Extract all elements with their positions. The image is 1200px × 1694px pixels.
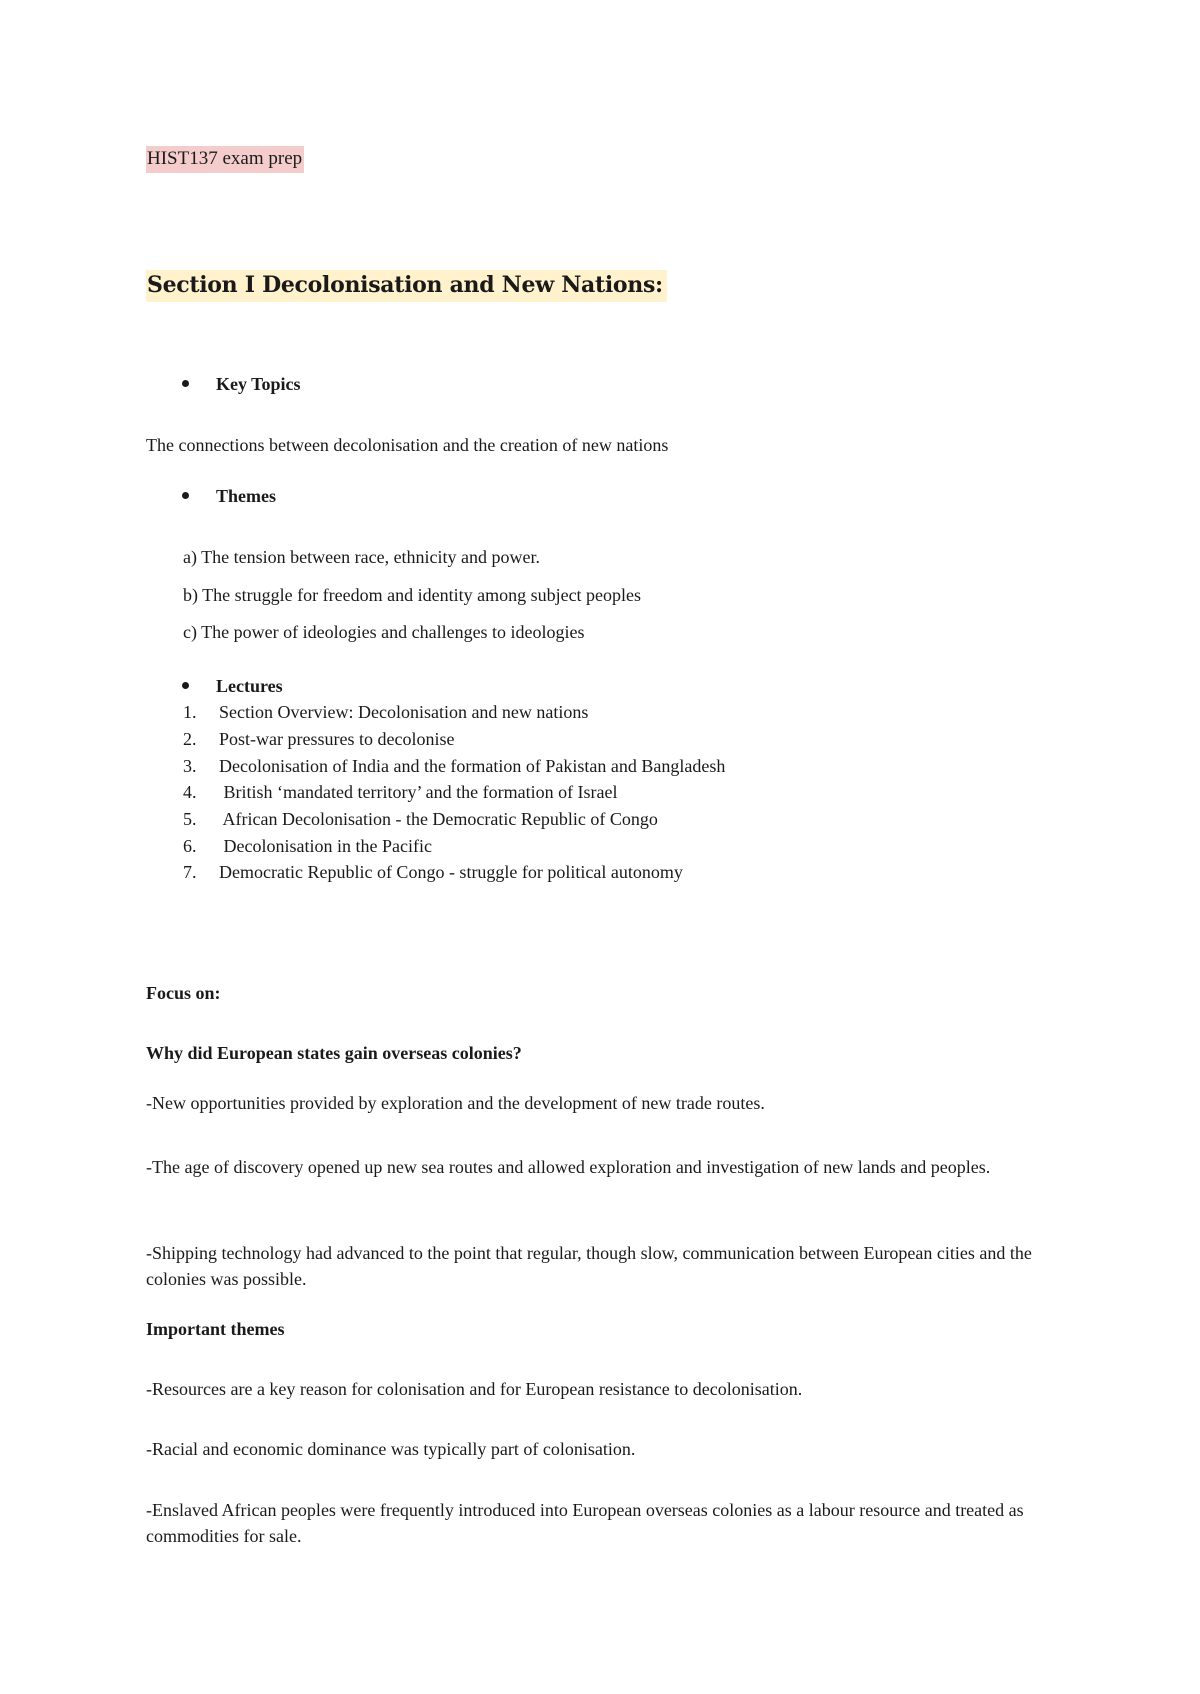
bullet-icon — [182, 682, 189, 689]
key-topics-text: The connections between decolonisation and the creation of new nations — [146, 435, 669, 455]
important-theme-item: -Enslaved African peoples were frequently introduced into European overseas colonies as a labour resource and treated as commodities for sale. — [146, 1500, 1024, 1546]
lecture-item: 5. African Decolonisation - the Democratic Republic of Congo — [183, 809, 658, 829]
lecture-item: 4. British ‘mandated territory’ and the formation of Israel — [183, 782, 618, 802]
lecture-item: 1. Section Overview: Decolonisation and new nations — [183, 702, 589, 722]
important-theme-item: -Racial and economic dominance was typically part of colonisation. — [146, 1439, 636, 1459]
section-heading: Section I Decolonisation and New Nations: — [146, 270, 667, 302]
themes-bullet — [182, 485, 276, 507]
focus-on-heading: Focus on: — [146, 983, 221, 1003]
lecture-item: 6. Decolonisation in the Pacific — [183, 836, 432, 856]
lecture-item: 2. Post-war pressures to decolonise — [183, 729, 455, 749]
lecture-item: 3. Decolonisation of India and the formation of Pakistan and Bangladesh — [183, 756, 726, 776]
lecture-item: 7. Democratic Republic of Congo - struggle for political autonomy — [183, 862, 683, 882]
lectures-label: Lectures — [216, 676, 283, 696]
answer-paragraph: -New opportunities provided by exploration and the development of new trade routes. — [146, 1093, 765, 1113]
bullet-icon — [182, 492, 189, 499]
important-themes-heading: Important themes — [146, 1319, 285, 1339]
theme-item: b) The struggle for freedom and identity among subject peoples — [183, 585, 642, 605]
theme-item: c) The power of ideologies and challenges to ideologies — [183, 622, 585, 642]
lectures-bullet — [182, 675, 283, 697]
key-topics-label: Key Topics — [216, 374, 301, 394]
themes-label: Themes — [216, 486, 276, 506]
document-title: HIST137 exam prep — [146, 146, 304, 173]
question-heading: Why did European states gain overseas colonies? — [146, 1043, 522, 1063]
theme-item: a) The tension between race, ethnicity and power. — [183, 547, 541, 567]
answer-paragraph: -Shipping technology had advanced to the point that regular, though slow, communication between European cities and the colonies was possible. — [146, 1243, 1032, 1289]
important-theme-item: -Resources are a key reason for colonisation and for European resistance to decolonisation. — [146, 1379, 803, 1399]
answer-paragraph: -The age of discovery opened up new sea routes and allowed exploration and investigation of new lands and peoples. — [146, 1157, 991, 1177]
bullet-icon — [182, 380, 189, 387]
key-topics-bullet — [182, 373, 301, 395]
